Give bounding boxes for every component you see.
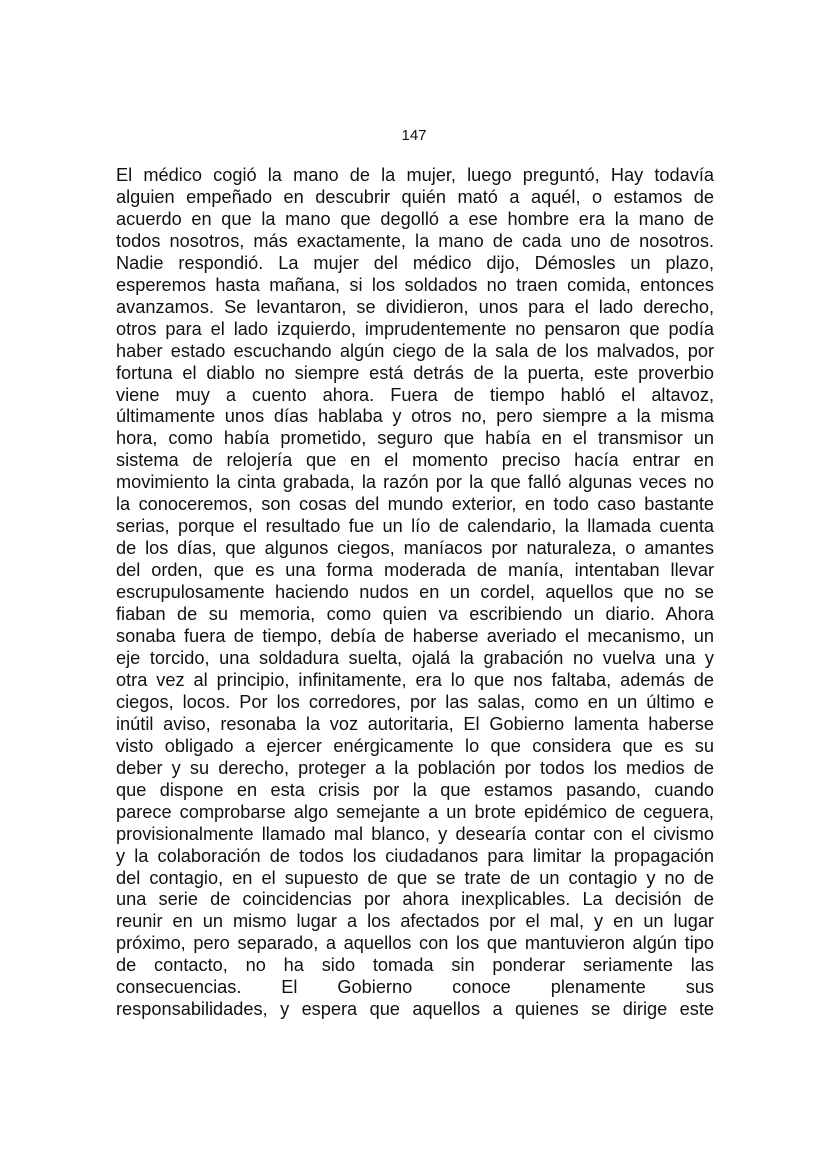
text-line: próximo, pero separado, a aquellos con los que mantuvieron algún tipo [116,933,714,954]
text-line: movimiento la cinta grabada, la razón por la que falló algunas veces no [116,472,714,493]
text-line: esperemos hasta mañana, si los soldados no traen comida, entonces [116,274,714,295]
text-line: fortuna el diablo no siempre está detrás de la puerta, este proverbio [116,362,714,383]
text-line: últimamente unos días hablaba y otros no, pero siempre a la misma [116,406,714,427]
text-line: reunir en un mismo lugar a los afectados por el mal, y en un lugar [116,911,714,932]
text-line: sistema de relojería que en el momento preciso hacía entrar en [116,450,714,471]
body-text [116,165,714,1021]
text-line: la conoceremos, son cosas del mundo exterior, en todo caso bastante [116,494,714,515]
page-number: 147 [401,127,427,144]
text-line: acuerdo en que la mano que degolló a ese hombre era la mano de [116,208,714,229]
text-line: otros para el lado izquierdo, imprudentemente no pensaron que podía [116,318,714,339]
text-line: una serie de coincidencias por ahora inexplicables. La decisión de [116,889,714,910]
text-line: de los días, que algunos ciegos, maníacos por naturaleza, o amantes [116,538,714,559]
text-line: viene muy a cuento ahora. Fuera de tiempo habló el altavoz, [116,384,714,405]
text-line: del orden, que es una forma moderada de manía, intentaban llevar [116,560,714,581]
text-line: de contacto, no ha sido tomada sin ponderar seriamente las [116,955,714,976]
text-line: responsabilidades, y espera que aquellos a quienes se dirige este [116,999,714,1020]
text-line: y la colaboración de todos los ciudadanos para limitar la propagación [116,845,714,866]
text-line: parece comprobarse algo semejante a un brote epidémico de ceguera, [116,801,714,822]
text-line: haber estado escuchando algún ciego de la sala de los malvados, por [116,340,714,361]
text-line: visto obligado a ejercer enérgicamente lo que considera que es su [116,735,714,756]
text-line: avanzamos. Se levantaron, se dividieron, unos para el lado derecho, [116,296,714,317]
text-line: otra vez al principio, infinitamente, era lo que nos faltaba, además de [116,669,714,690]
text-line: fiaban de su memoria, como quien va escribiendo un diario. Ahora [116,604,714,625]
text-line: serias, porque el resultado fue un lío de calendario, la llamada cuenta [116,516,714,537]
text-line: sonaba fuera de tiempo, debía de haberse averiado el mecanismo, un [116,626,714,647]
text-line: que dispone en esta crisis por la que estamos pasando, cuando [116,779,714,800]
text-line: eje torcido, una soldadura suelta, ojalá la grabación no vuelva una y [116,647,714,668]
text-line: deber y su derecho, proteger a la población por todos los medios de [116,757,714,778]
text-line: El médico cogió la mano de la mujer, luego preguntó, Hay todavía [116,165,714,185]
text-line: todos nosotros, más exactamente, la mano de cada uno de nosotros. [116,230,714,251]
text-line: Nadie respondió. La mujer del médico dijo, Démosles un plazo, [116,252,714,273]
text-line: del contagio, en el supuesto de que se trate de un contagio y no de [116,867,714,888]
text-line: escrupulosamente haciendo nudos en un cordel, aquellos que no se [116,582,714,603]
text-line: ciegos, locos. Por los corredores, por las salas, como en un último e [116,691,714,712]
text-line: inútil aviso, resonaba la voz autoritaria, El Gobierno lamenta haberse [116,713,714,734]
text-line: consecuencias. El Gobierno conoce plenamente sus [116,977,714,998]
text-line: provisionalmente llamado mal blanco, y desearía contar con el civismo [116,823,714,844]
text-line: alguien empeñado en descubrir quién mató a aquél, o estamos de [116,186,714,207]
text-line: hora, como había prometido, seguro que había en el transmisor un [116,428,714,449]
